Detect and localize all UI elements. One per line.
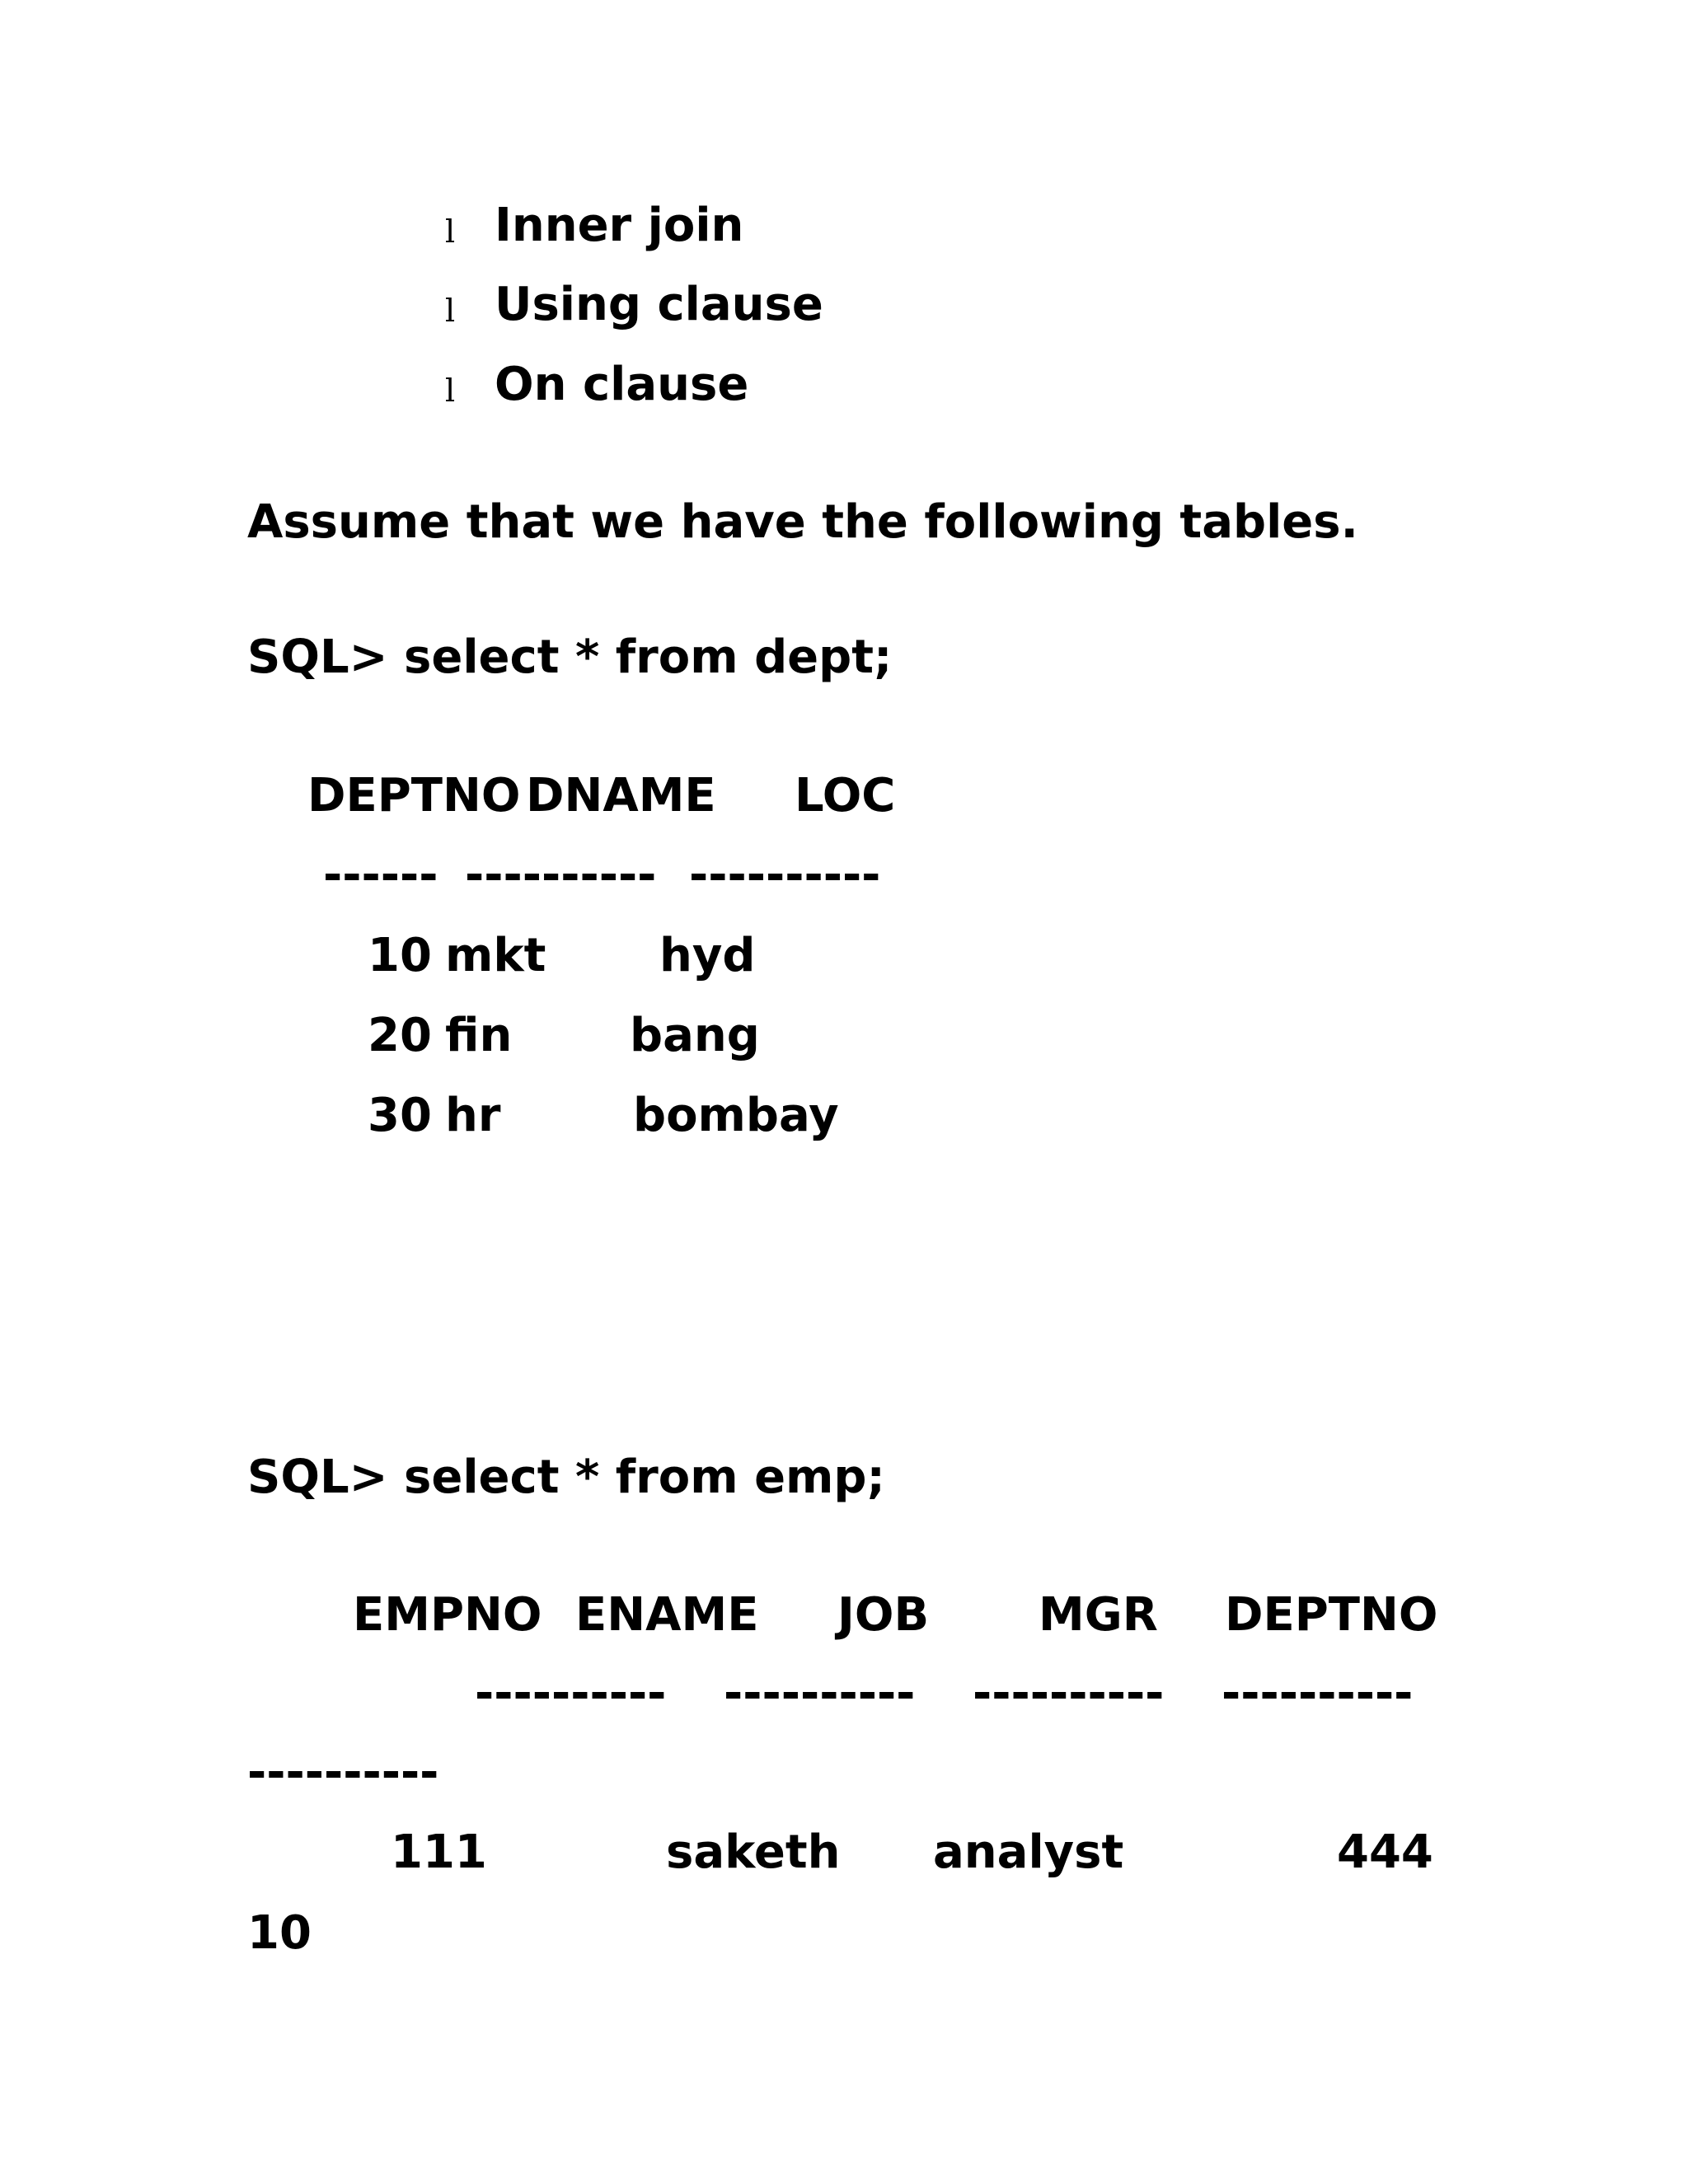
bullet-marker: l	[445, 293, 456, 329]
dept-cell: 20	[368, 1009, 432, 1062]
emp-separator: ----------	[247, 1746, 439, 1799]
emp-separator: ----------	[724, 1666, 916, 1720]
emp-cell: analyst	[933, 1825, 1124, 1879]
dept-header-dname: DNAME	[526, 769, 716, 823]
emp-cell: 10	[247, 1906, 312, 1960]
dept-header-loc: LOC	[795, 769, 896, 823]
dept-query: SQL> select * from dept;	[247, 630, 893, 684]
dept-separator: ----------	[689, 848, 881, 902]
emp-separator: ----------	[475, 1666, 667, 1720]
emp-header-mgr: MGR	[1039, 1588, 1158, 1642]
dept-cell: fin	[445, 1009, 513, 1062]
dept-cell: mkt	[445, 929, 546, 982]
emp-query: SQL> select * from emp;	[247, 1451, 885, 1504]
bullet-marker: l	[445, 213, 456, 250]
dept-cell: 30	[368, 1089, 432, 1142]
emp-header-deptno: DEPTNO	[1225, 1588, 1438, 1642]
dept-separator: ------	[323, 848, 438, 902]
emp-header-empno: EMPNO	[353, 1588, 542, 1642]
bullet-marker: l	[445, 373, 456, 409]
emp-separator: ----------	[973, 1666, 1165, 1720]
bullet-on-clause: On clause	[495, 358, 749, 411]
dept-cell: bang	[630, 1009, 760, 1062]
dept-cell: hyd	[659, 929, 756, 982]
emp-cell: saketh	[666, 1825, 841, 1879]
emp-cell: 444	[1337, 1825, 1433, 1879]
dept-cell: 10	[368, 929, 432, 982]
emp-header-job: JOB	[837, 1588, 930, 1642]
emp-separator: ----------	[1221, 1666, 1414, 1720]
emp-header-ename: ENAME	[575, 1588, 759, 1642]
dept-separator: ----------	[465, 848, 657, 902]
bullet-inner-join: Inner join	[495, 199, 744, 252]
dept-header-deptno: DEPTNO	[307, 769, 521, 823]
dept-cell: bombay	[633, 1089, 839, 1142]
emp-cell: 111	[391, 1825, 487, 1879]
intro-text: Assume that we have the following tables.	[247, 495, 1358, 549]
bullet-using-clause: Using clause	[495, 278, 823, 331]
dept-cell: hr	[445, 1089, 501, 1142]
